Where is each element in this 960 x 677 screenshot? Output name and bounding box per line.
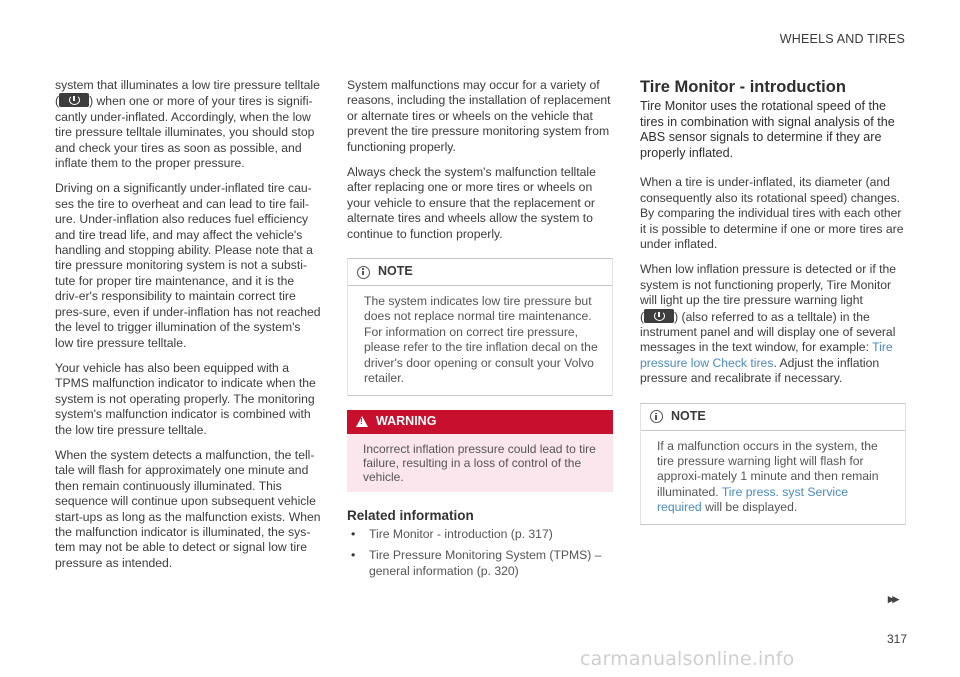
tire-pressure-telltale-icon	[644, 309, 674, 323]
info-circle-icon	[357, 266, 370, 279]
paragraph-text: When low inflation pressure is detected or if the system is not functioning properly, Tire Monitor will light up the tire pressure warning light	[640, 262, 897, 308]
note-text: will be displayed.	[701, 500, 798, 515]
warning-triangle-icon	[356, 416, 368, 427]
column-left	[55, 78, 321, 581]
note-title: NOTE	[378, 264, 413, 279]
double-chevron-right-icon: ▸▸	[888, 591, 898, 606]
paragraph-text: ) (also referred to as a telltale) in the instrument panel and will display one of several messages in the text window, for example:	[640, 309, 896, 355]
related-information-heading: Related information	[347, 507, 474, 523]
page-number: 317	[887, 632, 908, 646]
column-middle	[347, 78, 613, 585]
paragraph-under-inflation: Driving on a significantly under-inflated tire cau-ses the tire to overheat and can lead to tire fail-ure. Under-inflation also reduces fuel efficiency and tire tread life, and may affect the vehicle's handling and stopping ability. Please note that a tire pressure monitoring system is not a substi-tute for proper tire maintenance, and it is the driv-er's responsibility to maintain correct tire pres-sure, even if under-inflation has not reached the level to trigger illumination of the system's low tire pressure telltale.	[55, 181, 321, 350]
related-link[interactable]: • Tire Pressure Monitoring System (TPMS) – general information (p. 320)	[347, 548, 613, 579]
paragraph-text: (	[55, 94, 60, 109]
page-header-section-title: WHEELS AND TIRES	[779, 32, 905, 46]
note-box	[640, 403, 906, 525]
tire-pressure-telltale-icon	[59, 93, 89, 107]
column-right	[640, 78, 906, 539]
paragraph-text: ) when one or more of your tires is signifi-cantly under-inflated. Accordingly, when the low tire pressure telltale illuminates, you should stop and check your tires as soon as possible, and inflate them to the proper pressure.	[55, 94, 315, 171]
paragraph-text: (	[640, 309, 645, 324]
message-text-link: Tire pressure low Check tires	[640, 340, 893, 370]
paragraph-malfunction: When the system detects a malfunction, the tell-tale will flash for approximately one minute and then remain continuously illuminated. This sequence will continue upon subsequent vehicle start-ups as long as the malfunction exists. When the malfunction indicator is illuminated, the sys-tem may not be able to detect or signal low tire pressure as intended.	[55, 447, 321, 570]
paragraph-telltale	[55, 78, 321, 171]
paragraph-text: system that illuminates a low tire pressure telltale	[55, 78, 320, 92]
paragraph-system-malfunctions: System malfunctions may occur for a variety of reasons, including the installation of replacement or alternate tires or wheels on the vehicle that prevent the tire pressure monitoring system from functioning properly.	[347, 78, 611, 154]
info-circle-icon	[650, 410, 663, 423]
message-text-link: Tire press. syst Service required	[657, 484, 849, 515]
warning-box	[347, 410, 613, 492]
section-lead: Tire Monitor uses the rotational speed of the tires in combination with signal analysis of the ABS sensor signals to determine if they are properly inflated.	[640, 99, 895, 160]
section-heading: Tire Monitor - introduction	[640, 78, 846, 96]
warning-body: Incorrect inflation pressure could lead to tire failure, resulting in a loss of control of the vehicle.	[363, 441, 596, 484]
warning-title: WARNING	[376, 413, 437, 428]
note-text: If a malfunction occurs in the system, the tire pressure warning light will flash for approxi-mately 1 minute and then remain illuminated.	[657, 438, 879, 499]
note-box	[347, 258, 613, 395]
note-header	[641, 404, 905, 431]
paragraph-tpms-indicator: Your vehicle has also been equipped with a TPMS malfunction indicator to indicate when the system is not operating properly. The monitoring system's malfunction indicator is combined with the low tire pressure telltale.	[55, 360, 316, 437]
paragraph-warning-light	[640, 262, 906, 386]
paragraph-check-telltale: Always check the system's malfunction telltale after replacing one or more tires or wheels on your vehicle to ensure that the replacement or alternate tires and wheels allow the system to continue to function properly.	[347, 165, 596, 241]
related-link[interactable]: • Tire Monitor - introduction (p. 317)	[347, 527, 613, 542]
related-information-list	[347, 527, 613, 579]
note-body	[641, 431, 905, 524]
paragraph-diameter: When a tire is under-inflated, its diameter (and consequently also its rotational speed) changes. By comparing the individual tires with each other it is possible to determine if one or more tires are under inflated.	[640, 175, 904, 251]
paragraph-text: . Adjust the inflation pressure and recalibrate if necessary.	[640, 355, 880, 386]
warning-header	[347, 410, 613, 434]
watermark-text: carmanualsonline.info	[580, 648, 795, 670]
note-title: NOTE	[671, 408, 706, 423]
note-header	[348, 259, 612, 286]
note-body: The system indicates low tire pressure but does not replace normal tire maintenance. For information on correct tire pressure, please refer to the tire inflation decal on the driver's door opening or consult your Volvo retailer.	[364, 294, 598, 386]
